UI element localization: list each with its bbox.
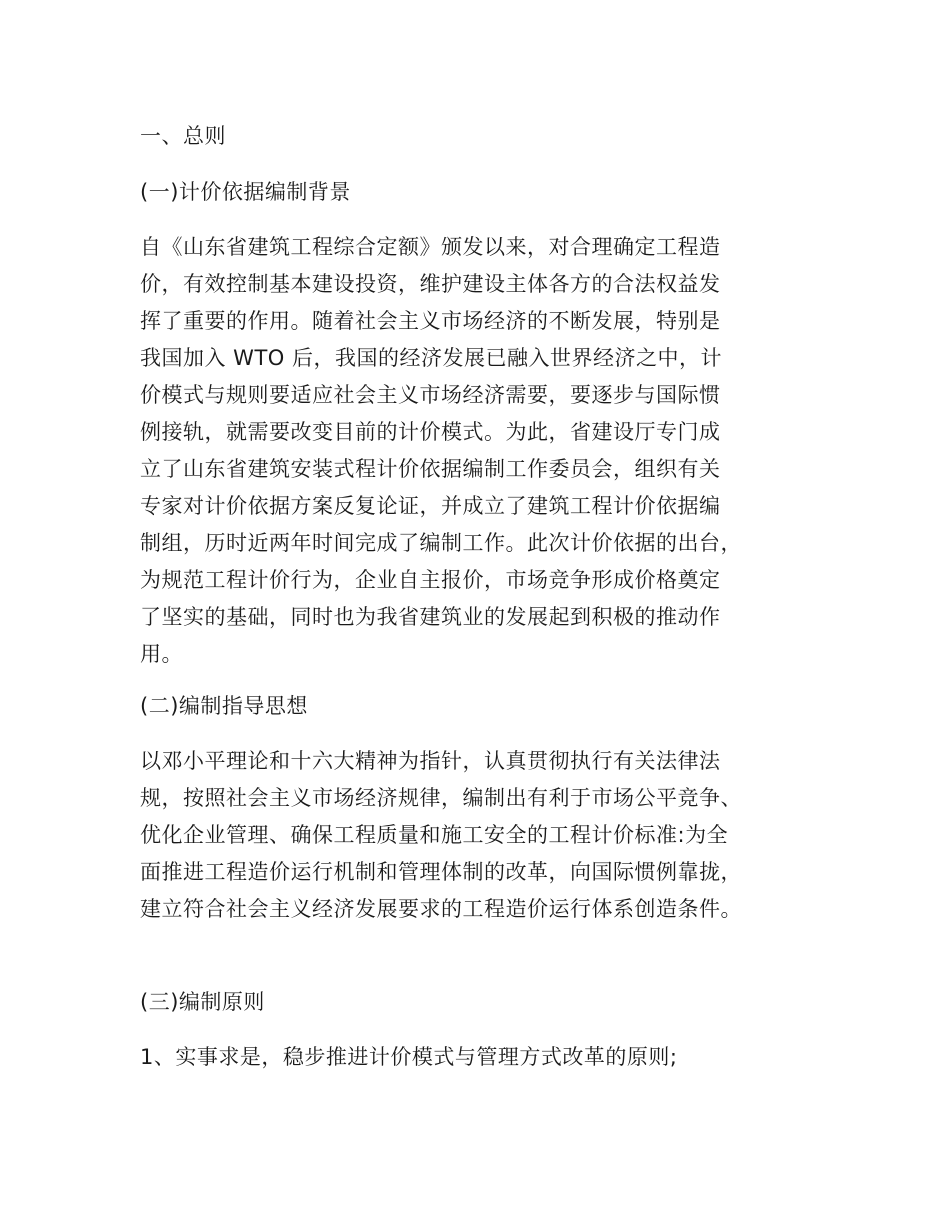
subsection-heading-background: (一)计价依据编制背景 — [140, 180, 351, 204]
paragraph-guiding-ideology — [140, 747, 820, 932]
paragraph-line: 以邓小平理论和十六大精神为指针，认真贯彻执行有关法律法 — [140, 749, 721, 773]
paragraph-line: 规，按照社会主义市场经济规律，编制出有利于市场公平竞争、 — [140, 786, 742, 810]
paragraph-line: 1、实事求是，稳步推进计价模式与管理方式改革的原则; — [140, 1045, 678, 1069]
paragraph-line: 立了山东省建筑安装式程计价依据编制工作委员会，组织有关 — [140, 457, 721, 481]
paragraph-line: 挥了重要的作用。随着社会主义市场经济的不断发展，特别是 — [140, 309, 721, 333]
paragraph-line: 建立符合社会主义经济发展要求的工程造价运行体系创造条件。 — [140, 897, 742, 921]
paragraph-line: 用。 — [140, 642, 183, 666]
subsection-heading-guiding-ideology: (二)编制指导思想 — [140, 694, 308, 718]
paragraph-line: 为规范工程计价行为，企业自主报价，市场竞争形成价格奠定 — [140, 568, 721, 592]
paragraph-line: 制组，历时近两年时间完成了编制工作。此次计价依据的出台， — [140, 531, 742, 555]
paragraph-principles — [140, 1043, 820, 1080]
paragraph-line: 例接轨，就需要改变目前的计价模式。为此，省建设厅专门成 — [140, 420, 721, 444]
paragraph-line: 专家对计价依据方案反复论证，并成立了建筑工程计价依据编 — [140, 494, 721, 518]
paragraph-background — [140, 233, 820, 677]
paragraph-line: 价，有效控制基本建设投资，维护建设主体各方的合法权益发 — [140, 272, 721, 296]
paragraph-line: 优化企业管理、确保工程质量和施工安全的工程计价标准:为全 — [140, 823, 729, 847]
paragraph-line: 自《山东省建筑工程综合定额》颁发以来，对合理确定工程造 — [140, 235, 721, 259]
subsection-heading-principles: (三)编制原则 — [140, 990, 265, 1014]
section-title: 一、总则 — [140, 124, 226, 148]
paragraph-line: 了坚实的基础，同时也为我省建筑业的发展起到积极的推动作 — [140, 605, 721, 629]
paragraph-line: 价模式与规则要适应社会主义市场经济需要，要逐步与国际惯 — [140, 383, 721, 407]
paragraph-line: 面推进工程造价运行机制和管理体制的改革，向国际惯例靠拢， — [140, 860, 742, 884]
paragraph-line: 我国加入 WTO 后，我国的经济发展已融入世界经济之中，计 — [140, 346, 722, 370]
